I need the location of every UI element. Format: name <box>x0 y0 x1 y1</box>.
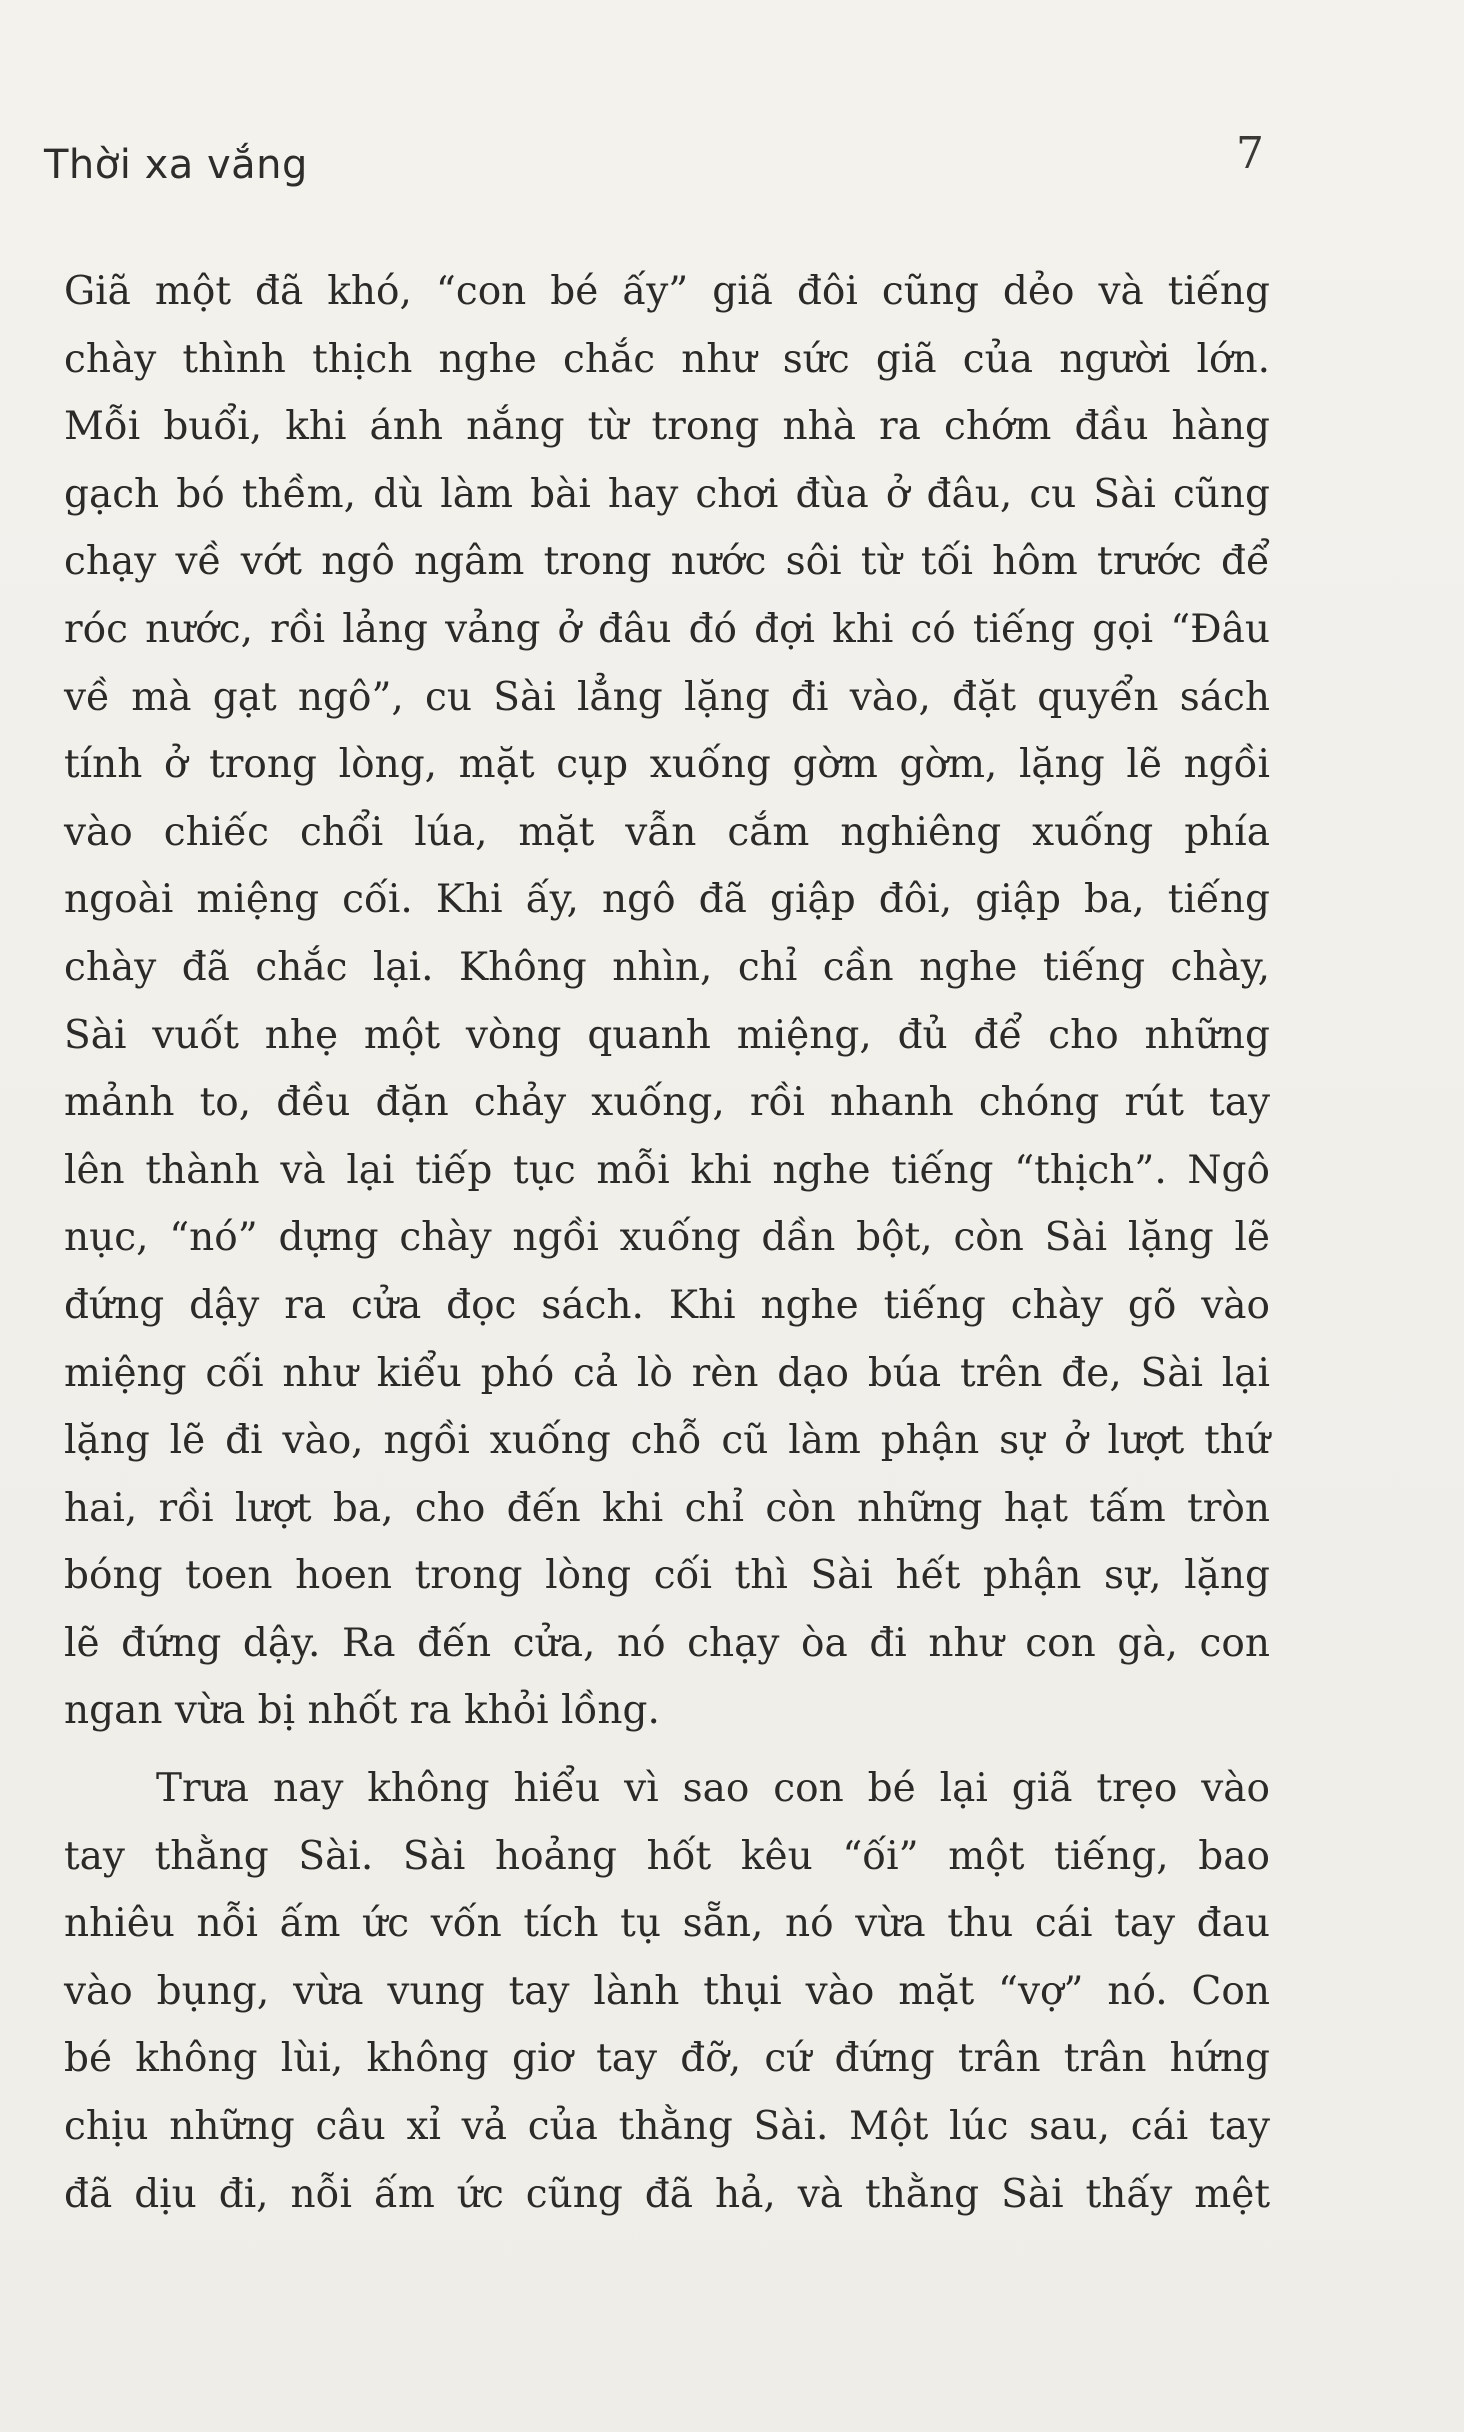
page-number: 7 <box>1236 128 1264 179</box>
text-line: bé không lùi, không giơ tay đỡ, cứ đứng trân trân hứng <box>64 2036 1270 2082</box>
text-line: đứng dậy ra cửa đọc sách. Khi nghe tiếng chày gõ vào <box>64 1282 1270 1328</box>
text-line: lẽ đứng dậy. Ra đến cửa, nó chạy òa đi như con gà, con <box>64 1620 1270 1666</box>
text-line: vào chiếc chổi lúa, mặt vẫn cắm nghiêng xuống phía <box>64 809 1270 855</box>
text-line: vào bụng, vừa vung tay lành thụi vào mặt “vợ” nó. Con <box>64 1968 1270 2014</box>
paragraph-2 <box>64 1755 1270 2228</box>
text-line: tính ở trong lòng, mặt cụp xuống gờm gờm, lặng lẽ ngồi <box>64 742 1270 788</box>
text-line: mảnh to, đều đặn chảy xuống, rồi nhanh chóng rút tay <box>64 1080 1270 1126</box>
text-line: Sài vuốt nhẹ một vòng quanh miệng, đủ để cho những <box>64 1012 1270 1058</box>
text-line: lặng lẽ đi vào, ngồi xuống chỗ cũ làm phận sự ở lượt thứ <box>64 1418 1270 1464</box>
text-line: ngan vừa bị nhốt ra khỏi lồng. <box>64 1688 660 1734</box>
paragraph-1 <box>64 258 1270 1745</box>
text-line: bóng toen hoen trong lòng cối thì Sài hết phận sự, lặng <box>64 1553 1270 1599</box>
text-line: miệng cối như kiểu phó cả lò rèn dạo búa trên đe, Sài lại <box>64 1350 1270 1396</box>
text-line: về mà gạt ngô”, cu Sài lẳng lặng đi vào, đặt quyển sách <box>64 674 1270 720</box>
text-line: chày đã chắc lại. Không nhìn, chỉ cần nghe tiếng chày, <box>64 944 1270 990</box>
text-line: đã dịu đi, nỗi ấm ức cũng đã hả, và thằng Sài thấy mệt <box>64 2171 1270 2217</box>
text-line: nục, “nó” dựng chày ngồi xuống dần bột, còn Sài lặng lẽ <box>64 1215 1270 1261</box>
running-title: Thời xa vắng <box>44 142 308 188</box>
text-line: nhiêu nỗi ấm ức vốn tích tụ sẵn, nó vừa thu cái tay đau <box>64 1901 1270 1947</box>
text-line: gạch bó thềm, dù làm bài hay chơi đùa ở đâu, cu Sài cũng <box>64 471 1270 517</box>
text-line: lên thành và lại tiếp tục mỗi khi nghe tiếng “thịch”. Ngô <box>64 1147 1270 1193</box>
text-line: Trưa nay không hiểu vì sao con bé lại giã trẹo vào <box>156 1766 1270 1812</box>
text-line: chạy về vớt ngô ngâm trong nước sôi từ tối hôm trước để <box>64 539 1270 585</box>
paragraph-gap <box>64 1745 1270 1755</box>
text-line: chày thình thịch nghe chắc như sức giã của người lớn. <box>64 336 1270 382</box>
text-line: Mỗi buổi, khi ánh nắng từ trong nhà ra chớm đầu hàng <box>64 404 1270 450</box>
body-text <box>64 258 1270 2228</box>
text-line: róc nước, rồi lảng vảng ở đâu đó đợi khi có tiếng gọi “Đâu <box>64 606 1270 652</box>
text-line: Giã một đã khó, “con bé ấy” giã đôi cũng dẻo và tiếng <box>64 269 1270 314</box>
text-line: chịu những câu xỉ vả của thằng Sài. Một lúc sau, cái tay <box>64 2104 1270 2150</box>
text-line: ngoài miệng cối. Khi ấy, ngô đã giập đôi, giập ba, tiếng <box>64 877 1270 923</box>
text-line: hai, rồi lượt ba, cho đến khi chỉ còn những hạt tấm tròn <box>64 1485 1270 1531</box>
text-line: tay thằng Sài. Sài hoảng hốt kêu “ối” một tiếng, bao <box>64 1833 1270 1879</box>
